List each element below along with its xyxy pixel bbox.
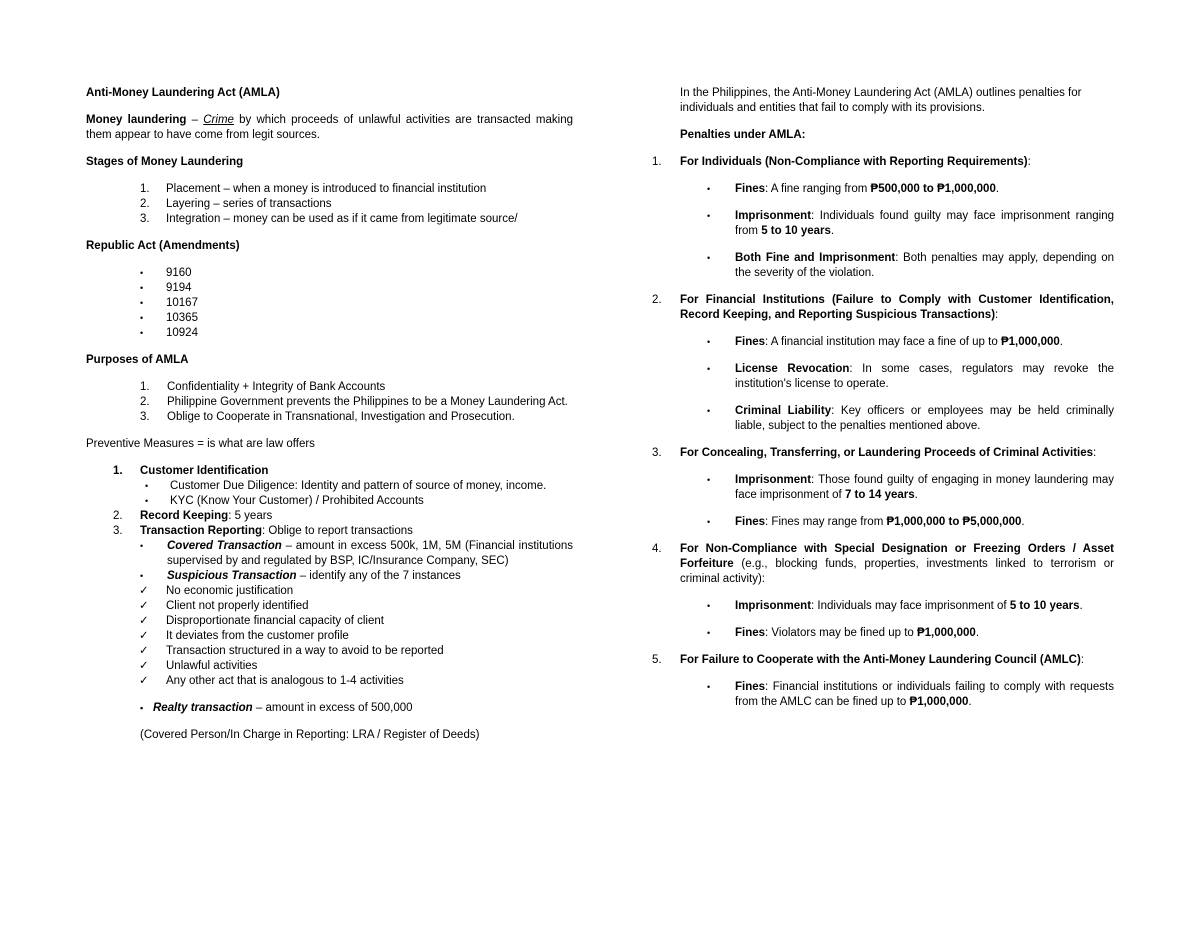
bullet-icon: • xyxy=(145,496,149,506)
penalty-item: • Imprisonment: Those found guilty of engaging in money laundering may face imprisonment of 7 to 14 years. xyxy=(707,474,1114,501)
bullet-icon: • xyxy=(707,253,711,263)
measure-item: 3. Transaction Reporting: Oblige to report transactions xyxy=(113,525,413,537)
list-item: 2. Philippine Government prevents the Philippines to be a Money Laundering Act. xyxy=(140,396,568,408)
bullet-icon: • xyxy=(707,337,711,347)
penalty-section: 5. For Failure to Cooperate with the Anti-Money Laundering Council (AMLC): xyxy=(652,654,1084,666)
list-item: 1. Placement – when a money is introduced to financial institution xyxy=(140,183,487,195)
list-item: 1. Confidentiality + Integrity of Bank Accounts xyxy=(140,381,386,393)
penalty-item: • Both Fine and Imprisonment: Both penalties may apply, depending on the severity of the violation. xyxy=(707,252,1114,279)
penalty-item: • Fines: Violators may be fined up to ₱1,000,000. xyxy=(707,627,980,639)
bullet-icon: • xyxy=(707,628,711,638)
stages-heading: Stages of Money Laundering xyxy=(86,156,244,168)
list-item: ▪ Realty transaction – amount in excess of 500,000 xyxy=(140,702,413,714)
bullet-icon: • xyxy=(140,541,144,551)
bullet-icon: • xyxy=(707,601,711,611)
bullet-icon: • xyxy=(140,571,144,581)
list-item: • Customer Due Diligence: Identity and pattern of source of money, income. xyxy=(145,480,547,492)
penalty-section: 4. For Non-Compliance with Special Designation or Freezing Orders / Asset Forfeiture (e.g., blocking funds, properties, investments linked to terrorism or criminal activity): xyxy=(652,543,1114,585)
bullet-icon: • xyxy=(140,298,144,308)
bullet-icon: • xyxy=(707,682,711,692)
list-item: • Covered Transaction – amount in excess 500k, 1M, 5M (Financial institutions supervised by and regulated by BSP, IC/Insurance Company, SEC) xyxy=(140,540,573,567)
penalties-intro: In the Philippines, the Anti-Money Laundering Act (AMLA) outlines penalties for individuals and entities that fail to comply with its provisions. xyxy=(680,87,1082,114)
check-item: ✓ It deviates from the customer profile xyxy=(139,630,349,642)
bullet-icon: • xyxy=(707,406,711,416)
square-bullet-icon: ▪ xyxy=(140,703,144,713)
check-item: ✓ No economic justification xyxy=(139,585,294,597)
check-icon: ✓ xyxy=(139,660,149,672)
purposes-list xyxy=(86,380,573,425)
bullet-icon: • xyxy=(145,481,149,491)
bullet-icon: • xyxy=(140,313,144,323)
check-icon: ✓ xyxy=(139,600,149,612)
check-icon: ✓ xyxy=(139,615,149,627)
purposes-heading: Purposes of AMLA xyxy=(86,354,189,366)
bullet-icon: • xyxy=(707,364,711,374)
check-icon: ✓ xyxy=(139,585,149,597)
penalties-heading: Penalties under AMLA: xyxy=(680,129,806,141)
bullet-icon: • xyxy=(707,517,711,527)
right-column xyxy=(652,86,1114,710)
penalty-section: 3. For Concealing, Transferring, or Laundering Proceeds of Criminal Activities: xyxy=(652,447,1097,459)
penalty-section: 2. For Financial Institutions (Failure to Comply with Customer Identification, Record Keeping, and Reporting Suspicious Transactions): xyxy=(652,294,1114,321)
left-column xyxy=(86,86,573,743)
list-item: • KYC (Know Your Customer) / Prohibited Accounts xyxy=(145,495,424,507)
check-item: ✓ Client not properly identified xyxy=(139,600,309,612)
penalty-item: • Fines: Fines may range from ₱1,000,000 to ₱5,000,000. xyxy=(707,516,1025,528)
bullet-icon: • xyxy=(140,268,144,278)
covered-person-note: (Covered Person/In Charge in Reporting: LRA / Register of Deeds) xyxy=(140,729,480,741)
check-item: ✓ Transaction structured in a way to avoid to be reported xyxy=(139,645,444,657)
check-item: ✓ Any other act that is analogous to 1-4 activities xyxy=(139,675,404,687)
bullet-icon: • xyxy=(707,211,711,221)
doc-title: Anti-Money Laundering Act (AMLA) xyxy=(86,87,280,99)
list-item: • 9160 xyxy=(140,267,192,279)
penalty-item: • Imprisonment: Individuals found guilty may face imprisonment ranging from 5 to 10 years. xyxy=(707,210,1114,237)
list-item: • 10924 xyxy=(140,327,198,339)
list-item: • 9194 xyxy=(140,282,192,294)
penalty-item: • Fines: A fine ranging from ₱500,000 to ₱1,000,000. xyxy=(707,183,1000,195)
penalty-item: • Fines: A financial institution may face a fine of up to ₱1,000,000. xyxy=(707,336,1063,348)
measures-list xyxy=(86,464,573,743)
preventive-measures: Preventive Measures = is what are law offers xyxy=(86,438,315,450)
penalty-item: • Fines: Financial institutions or individuals failing to comply with requests from the AMLC can be fined up to ₱1,000,000. xyxy=(707,681,1114,708)
bullet-icon: • xyxy=(707,475,711,485)
check-icon: ✓ xyxy=(139,645,149,657)
list-item: 3. Oblige to Cooperate in Transnational, Investigation and Prosecution. xyxy=(140,411,515,423)
list-item: 2. Layering – series of transactions xyxy=(140,198,332,210)
list-item: • Suspicious Transaction – identify any of the 7 instances xyxy=(140,570,461,582)
check-item: ✓ Disproportionate financial capacity of client xyxy=(139,615,384,627)
measure-item: 1. Customer Identification xyxy=(113,465,269,477)
check-icon: ✓ xyxy=(139,630,149,642)
ml-definition: Money laundering – Crime by which proceeds of unlawful activities are transacted making them appear to have come from legit sources. xyxy=(86,114,573,141)
list-item: • 10167 xyxy=(140,297,198,309)
penalty-item: • Imprisonment: Individuals may face imprisonment of 5 to 10 years. xyxy=(707,600,1083,612)
ra-heading: Republic Act (Amendments) xyxy=(86,240,240,252)
measure-item: 2. Record Keeping: 5 years xyxy=(113,510,273,522)
bullet-icon: • xyxy=(140,328,144,338)
check-item: ✓ Unlawful activities xyxy=(139,660,258,672)
list-item: • 10365 xyxy=(140,312,198,324)
ra-list xyxy=(86,266,573,341)
check-icon: ✓ xyxy=(139,675,149,687)
penalty-section: 1. For Individuals (Non-Compliance with Reporting Requirements): xyxy=(652,156,1031,168)
list-item: 3. Integration – money can be used as if it came from legitimate source/ xyxy=(140,213,518,225)
penalty-item: • License Revocation: In some cases, regulators may revoke the institution's license to operate. xyxy=(707,363,1114,390)
bullet-icon: • xyxy=(140,283,144,293)
penalty-item: • Criminal Liability: Key officers or employees may be held criminally liable, subject to the penalties mentioned above. xyxy=(707,405,1114,432)
bullet-icon: • xyxy=(707,184,711,194)
stages-list xyxy=(86,182,573,227)
